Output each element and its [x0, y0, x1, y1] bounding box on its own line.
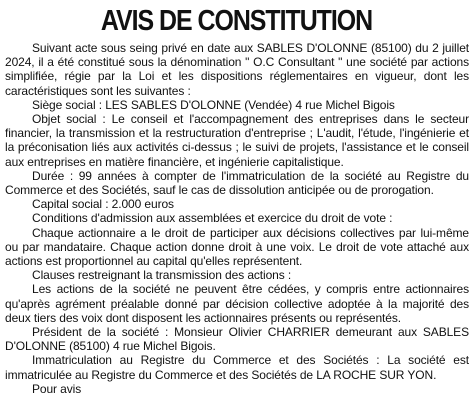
paragraph-registration: Immatriculation au Registre du Commerce et des Sociétés : La société est immatriculée au Registre du Commerce et des Sociétés de LA ROCHE SUR YON. — [5, 353, 469, 382]
paragraph-duration: Durée : 99 années à compter de l'immatriculation de la société au Registre du Commerce et des Sociétés, sauf le cas de dissolution anticipée ou de prorogation. — [5, 168, 469, 198]
paragraph-closing: Pour avis — [32, 381, 82, 396]
paragraph-registered-office: Siège social : LES SABLES D'OLONNE (Vendée) 4 rue Michel Bigois — [32, 97, 395, 112]
paragraph-constitution: Suivant acte sous seing privé en date aux SABLES D'OLONNE (85100) du 2 juillet 2024, il a été constitué sous la dénomination " O.C Consultant " une société par actions simplifiée, régie par la Loi et les dispositions réglementaires en vigueur, dont les caractéristiques sont les suivantes : — [5, 41, 469, 98]
notice-body — [5, 41, 469, 396]
paragraph-transfer-clauses: Clauses restreignant la transmission des actions : — [32, 268, 292, 283]
paragraph-admission-conditions: Conditions d'admission aux assemblées et exercice du droit de vote : — [32, 211, 393, 226]
paragraph-corporate-purpose: Objet social : Le conseil et l'accompagnement des entreprises dans le secteur financier, la transmission et la restructuration d'entreprise ; L'audit, l'étude, l'ingénierie et la préconisation liés aux activités ci-dessus ; le suivi de projets, l'assistance et le conseil aux entreprises en matière financière, et ingénierie capitalistique. — [5, 112, 469, 169]
paragraph-voting-rights: Chaque actionnaire a le droit de participer aux décisions collectives par lui-même ou par mandataire. Chaque action donne droit à une voix. Le droit de vote attaché aux actions est proportionnel au capital qu'elles représentent. — [5, 225, 469, 269]
paragraph-president: Président de la société : Monsieur Olivier CHARRIER demeurant aux SABLES D'OLONNE (85100) 4 rue Michel Bigois. — [5, 325, 469, 354]
paragraph-share-approval: Les actions de la société ne peuvent être cédées, y compris entre actionnaires qu'après agrément préalable donné par décision collective adoptée à la majorité des deux tiers des voix dont disposent les actionnaires présents ou représentés. — [5, 282, 469, 325]
notice-title: AVIS DE CONSTITUTION — [100, 5, 373, 37]
paragraph-share-capital: Capital social : 2.000 euros — [32, 197, 174, 212]
